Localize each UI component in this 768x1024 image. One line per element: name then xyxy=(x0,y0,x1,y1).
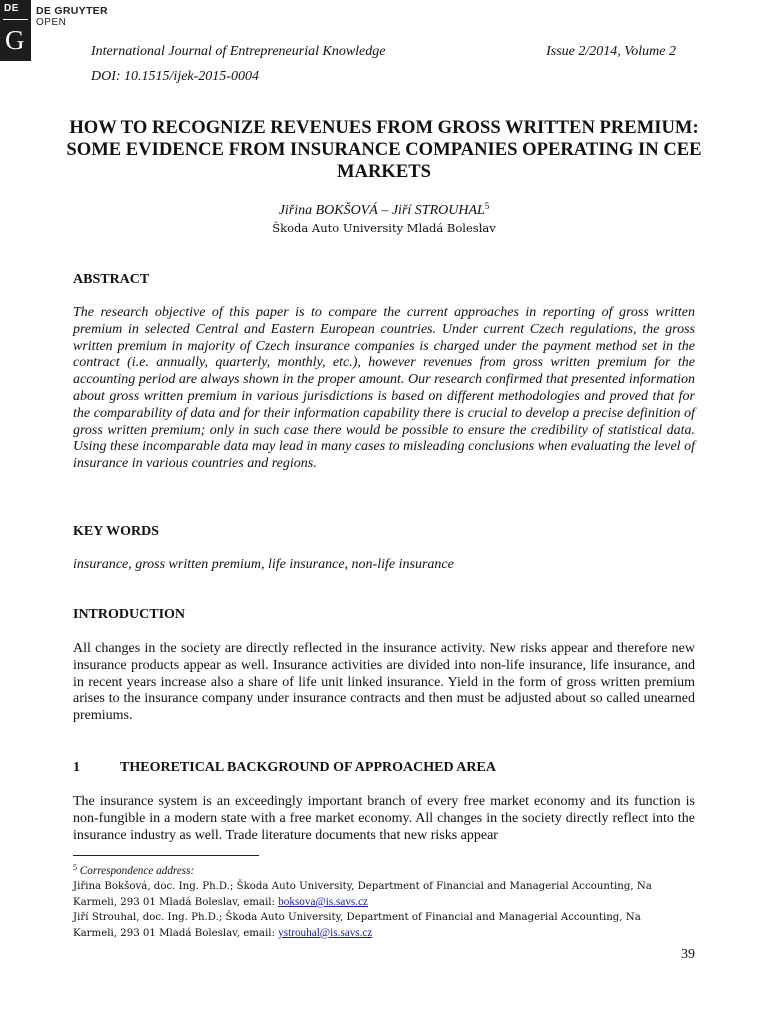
footnote-rule xyxy=(73,855,259,856)
publisher-name: DE GRUYTER xyxy=(36,5,108,17)
keywords-text: insurance, gross written premium, life insurance, non-life insurance xyxy=(73,557,454,572)
author-footnote-mark[interactable]: 5 xyxy=(484,201,490,211)
keywords-heading: KEY WORDS xyxy=(73,524,159,539)
logo-g-letter: G xyxy=(5,25,25,55)
section-heading: THEORETICAL BACKGROUND OF APPROACHED AREA xyxy=(120,760,496,775)
abstract-heading: ABSTRACT xyxy=(73,272,150,287)
author2-address-text: Karmeli, 293 01 Mladá Boleslav, email: xyxy=(73,927,279,939)
author2-address-line1: Jiří Strouhal, doc. Ing. Ph.D.; Škoda Auto University, Department of Financial and Managerial Accounting, Na xyxy=(73,912,641,924)
footnote xyxy=(73,860,695,941)
author-names: Jiřina BOKŠOVÁ – Jiří STROUHAL xyxy=(278,203,485,218)
authors xyxy=(0,201,768,219)
footnote-label: Correspondence address: xyxy=(79,865,195,877)
section-text: The insurance system is an exceedingly important branch of every free market economy and its function is non-fungible in a modern state with a free market economy. All changes in the society directly reflect into the insurance industry as well. Trade literature documents that new risks appear xyxy=(73,794,695,843)
doi: DOI: 10.1515/ijek-2015-0004 xyxy=(91,69,259,84)
footnote-mark: 5 xyxy=(73,863,77,872)
introduction-text: All changes in the society are directly reflected in the insurance activity. New risks appear and therefore new insurance products appear as well. Insurance activities are divided into non-life insurance, life insurance, and in recent years increase also a share of life unit linked insurance. Yield in the form of gross written premium arises to the insurance company under insurance contracts and then must be adjusted about so called unearned premiums. xyxy=(73,641,695,724)
footnote-label-line xyxy=(73,860,695,879)
section-number: 1 xyxy=(73,760,80,775)
author1-address-line1: Jiřina Bokšová, doc. Ing. Ph.D.; Škoda Auto University, Department of Financial and Managerial Accounting, Na xyxy=(73,881,652,893)
logo-divider xyxy=(3,19,28,20)
publisher-logo xyxy=(0,0,31,61)
author2-address-line2 xyxy=(73,926,695,941)
article-title: HOW TO RECOGNIZE REVENUES FROM GROSS WRITTEN PREMIUM: SOME EVIDENCE FROM INSURANCE COMPANIES OPERATING IN CEE MARKETS xyxy=(66,117,702,182)
page-number: 39 xyxy=(681,947,695,962)
author2-email-link[interactable]: ystrouhal@is.savs.cz xyxy=(278,926,373,939)
journal-name: International Journal of Entrepreneurial Knowledge xyxy=(91,44,386,59)
issue-info: Issue 2/2014, Volume 2 xyxy=(546,44,676,59)
affiliation: Škoda Auto University Mladá Boleslav xyxy=(272,221,496,235)
introduction-heading: INTRODUCTION xyxy=(73,607,186,622)
author1-address-text: Karmeli, 293 01 Mladá Boleslav, email: xyxy=(73,896,279,908)
author1-address-line2 xyxy=(73,895,695,910)
abstract-text: The research objective of this paper is to compare the current approaches in reporting of gross written premium in selected Central and Eastern European countries. Under current Czech regulations, the gross written premium in majority of Czech insurance companies is charged under the payment method set in the contract (i.e. annually, quarterly, monthly, etc.), however revenues from gross written premium for the accounting period are always shown in the proper amount. Our research confirmed that presented information about gross written premium in various jurisdictions is based on different methodologies and proved that for the comparability of data and for their information capability there is crucial to develop a precise definition of gross written premium; only in such case there would be possible to ensure the credibility of statistical data. Using these incomparable data may lead in many cases to misleading conclusions when evaluating the level of insurance in various countries and regions. xyxy=(73,305,695,472)
publisher-sub: OPEN xyxy=(36,17,67,28)
author1-email-link[interactable]: boksova@is.savs.cz xyxy=(278,895,369,908)
logo-de-text: DE xyxy=(4,3,19,14)
